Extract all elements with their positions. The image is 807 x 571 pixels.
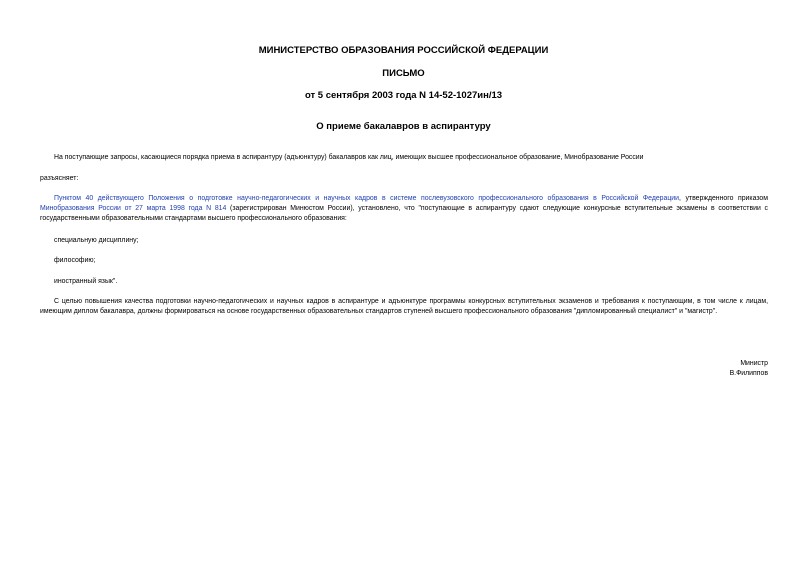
list-item: специальную дисциплину; [54, 237, 139, 244]
signature-name: В.Филиппов [729, 370, 768, 377]
order-link[interactable]: Минобразования России от 27 марта 1998 года N 814 [40, 205, 227, 212]
document-type: ПИСЬМО [382, 68, 425, 79]
regulation-text-mid: , утвержденного приказом [679, 195, 768, 202]
regulation-text-rest: (зарегистрирован Минюстом России), установлено, что "поступающие в аспирантуру сдают следующие конкурсные вступительные экзамены в соответствии с государственными образовательными стандартами высшего профессионального образования: [40, 205, 768, 222]
regulation-paragraph [40, 194, 768, 224]
intro-paragraph: На поступающие запросы, касающиеся порядка приема в аспирантуру (адъюнктуру) бакалавров как лиц, имеющих высшее профессиональное образование, Минобразование России [54, 154, 644, 161]
signature-title: Министр [740, 360, 768, 367]
list-item: философию; [54, 257, 96, 264]
regulation-link[interactable]: Пунктом 40 действующего Положения о подготовке научно-педагогических и научных кадров в системе послевузовского профессионального образования в Российской Федерации [54, 195, 679, 202]
document-subject: О приеме бакалавров в аспирантуру [316, 121, 491, 132]
document-date-number: от 5 сентября 2003 года N 14-52-1027ин/13 [304, 90, 503, 101]
ministry-heading: МИНИСТЕРСТВО ОБРАЗОВАНИЯ РОССИЙСКОЙ ФЕДЕРАЦИИ [258, 45, 549, 56]
requirements-paragraph: С целью повышения качества подготовки научно-педагогических и научных кадров в аспирантуре и адъюнктуре программы конкурсных вступительных экзаменов и требования к поступающим, в том числе к лицам, имеющим диплом бакалавра, должны формироваться на основе государственных образовательных стандартов ступеней высшего профессионального образования "дипломированный специалист" и "магистр". [40, 298, 768, 315]
explains-label: разъясняет: [40, 175, 79, 182]
list-item: иностранный язык". [54, 278, 118, 285]
